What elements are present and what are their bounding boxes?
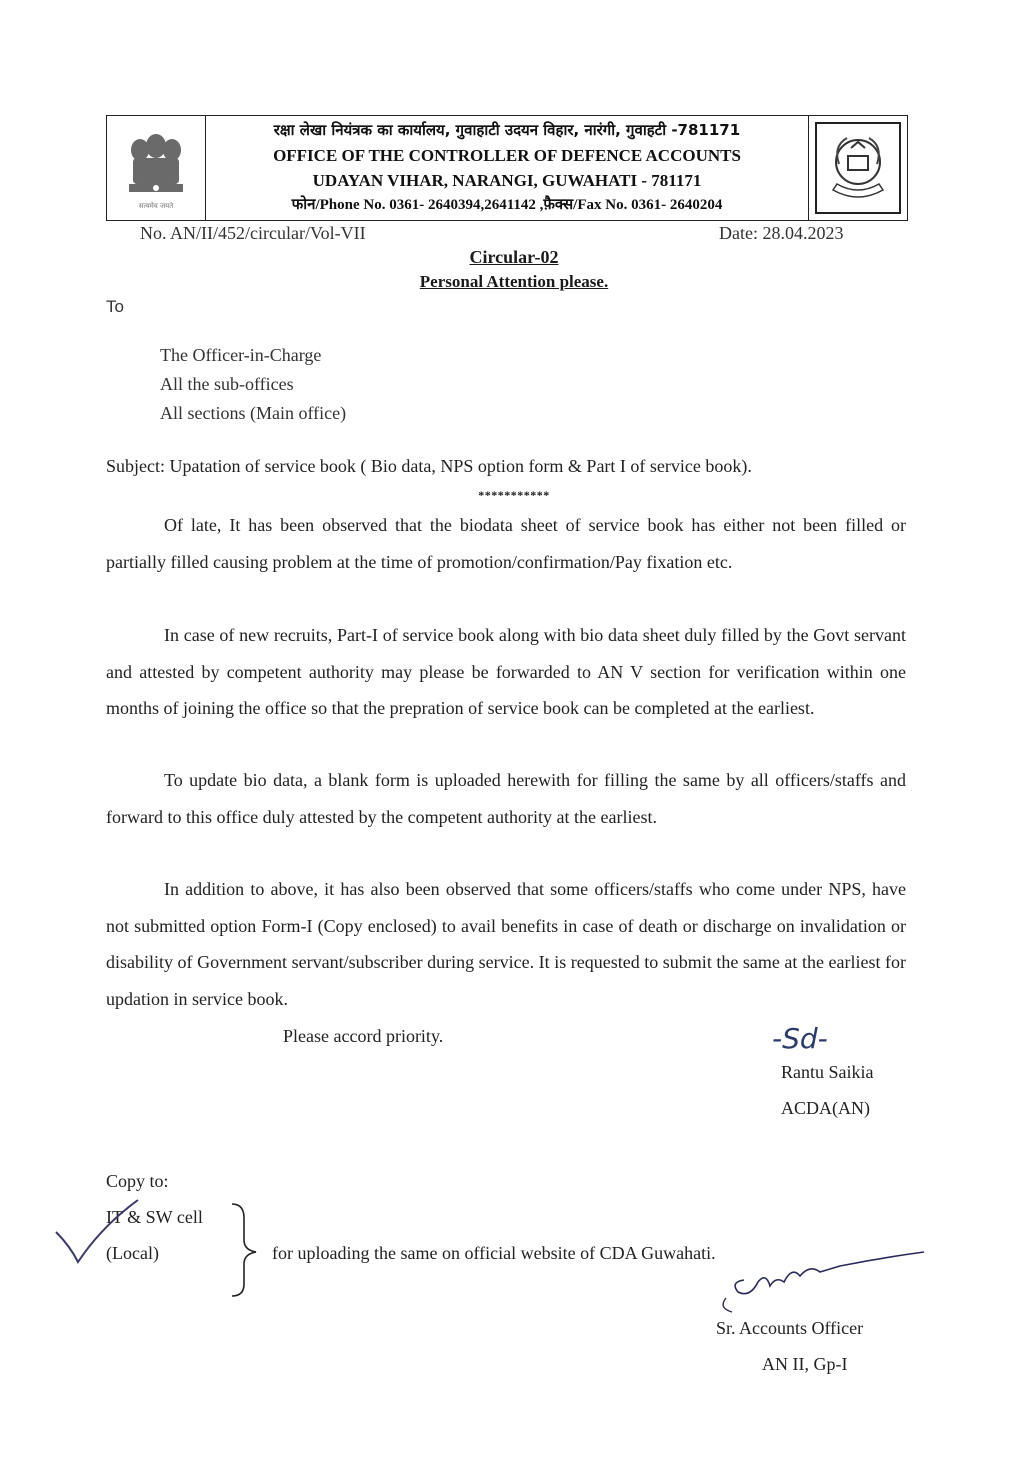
crest-icon [817,124,899,212]
letterhead [106,115,908,221]
handwritten-signature [710,1236,930,1316]
emblem-caption: सत्यमेव जयते [138,202,174,210]
attention-title: Personal Attention please. [419,272,609,291]
copy-note: for uploading the same on official website of CDA Guwahati. [272,1243,716,1263]
lion-capital-icon [107,116,205,220]
body-paragraph: Of late, It has been observed that the biodata sheet of service book has either not been filled or partially filled causing problem at the time of promotion/confirmation/Pay fixation etc. [106,515,906,572]
state-emblem [107,116,206,220]
officer-unit: AN II, Gp-I [762,1354,848,1374]
copy-to-label: Copy to: [106,1171,169,1191]
circular-date: Date: 28.04.2023 [719,223,844,243]
brace-icon [228,1200,268,1300]
signatory-name: Rantu Saikia [781,1062,874,1082]
body-paragraph: In addition to above, it has also been observed that some officers/staffs who come under NPS, have not submitted option Form-I (Copy enclosed) to avail benefits in case of death or discharge on invalidation or disability of Government servant/subscriber during service. It is requested to submit the same at the earliest for updation in service book. [106,879,906,1009]
to-label: To [106,297,124,316]
signatory-designation: ACDA(AN) [781,1098,870,1118]
tick-mark-icon [52,1196,142,1266]
office-name: OFFICE OF THE CONTROLLER OF DEFENCE ACCOUNTS [273,146,741,165]
separator: *********** [478,488,550,502]
sd-mark: -Sd- [772,1022,828,1055]
closing-line: Please accord priority. [283,1026,444,1046]
addressee-line: All sections (Main office) [160,403,347,423]
copy-recipient: (Local) [106,1243,159,1263]
phone-fax-line: फोन/Phone No. 0361- 2640394,2641142 ,फ़ैक्स/Fax No. 0361- 2640204 [291,197,723,213]
reference-number: No. AN/II/452/circular/Vol-VII [140,223,366,243]
letterhead-hindi: रक्षा लेखा नियंत्रक का कार्यालय, गुवाहाटी उदयन विहार, नारंगी, गुवाहटी -781171 [273,121,741,139]
subject-line: Subject: Upatation of service book ( Bio data, NPS option form & Part I of service book). [106,456,752,476]
addressee-line: The Officer-in-Charge [160,345,322,365]
office-address: UDAYAN VIHAR, NARANGI, GUWAHATI - 781171 [312,171,702,190]
circular-title: Circular-02 [469,247,559,267]
officer-title: Sr. Accounts Officer [716,1318,864,1338]
cda-crest [808,116,907,220]
copy-recipient: IT & SW cell [106,1207,203,1227]
body-paragraph: To update bio data, a blank form is uploaded herewith for filling the same by all officers/staffs and forward to this office duly attested by the competent authority at the earliest. [106,770,906,827]
body-paragraph: In case of new recruits, Part-I of service book along with bio data sheet duly filled by the Govt servant and attested by competent authority may please be forwarded to AN V section for verification within one months of joining the office so that the prepration of service book can be completed at the earliest. [106,625,906,718]
addressee-line: All the sub-offices [160,374,294,394]
letterhead-text [207,118,807,218]
